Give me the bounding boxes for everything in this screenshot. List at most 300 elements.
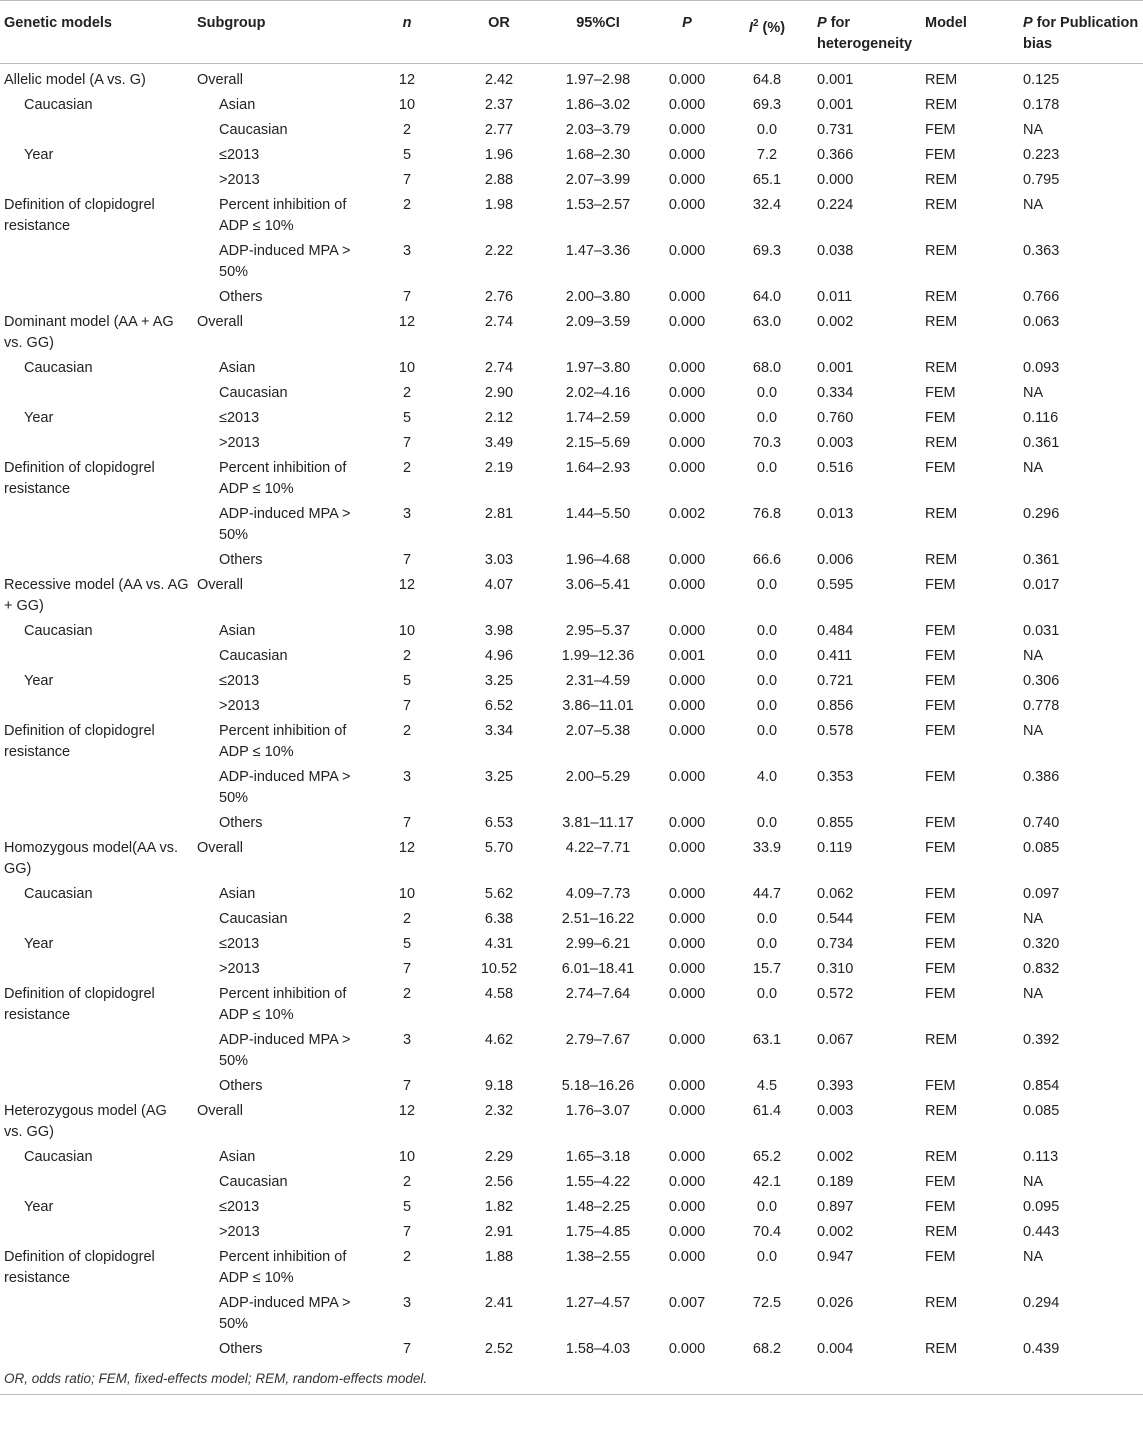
cell-subgroup: Asian [219, 360, 256, 376]
cell-n: 7 [402, 698, 412, 714]
cell-i2: 44.7 [752, 886, 782, 902]
cell-or: 4.31 [484, 936, 514, 952]
cell-or: 3.49 [484, 435, 514, 451]
cell-genetic-model: Definition of clopidogrel resistance [4, 460, 155, 497]
table-row [0, 670, 1143, 695]
cell-subgroup: Asian [219, 886, 256, 902]
table-row [0, 407, 1143, 432]
cell-ci: 2.02–4.16 [565, 385, 631, 401]
cell-n: 5 [402, 147, 412, 163]
cell-n: 12 [398, 577, 416, 593]
cell-i2: 65.2 [752, 1149, 782, 1165]
cell-i2: 64.8 [752, 72, 782, 88]
cell-p-publication-bias: 0.361 [1023, 435, 1060, 451]
cell-genetic-model: Definition of clopidogrel resistance [4, 723, 155, 760]
table-row [0, 240, 1143, 286]
cell-n: 2 [402, 1174, 412, 1190]
cell-i2: 76.8 [752, 506, 782, 522]
cell-n: 12 [398, 1103, 416, 1119]
cell-model: FEM [925, 961, 956, 977]
table-row [0, 1029, 1143, 1075]
cell-p-heterogeneity: 0.856 [817, 698, 854, 714]
cell-p-heterogeneity: 0.544 [817, 911, 854, 927]
cell-subgroup: ADP-induced MPA > 50% [219, 769, 351, 806]
cell-or: 4.07 [484, 577, 514, 593]
cell-p: 0.000 [668, 243, 706, 259]
table-row [0, 119, 1143, 144]
cell-i2: 4.5 [756, 1078, 778, 1094]
cell-n: 7 [402, 289, 412, 305]
cell-i2: 0.0 [756, 1199, 778, 1215]
cell-ci: 2.74–7.64 [565, 986, 631, 1002]
table-row [0, 64, 1143, 95]
cell-model: FEM [925, 936, 956, 952]
cell-i2: 32.4 [752, 197, 782, 213]
cell-p: 0.000 [668, 986, 706, 1002]
cell-n: 2 [402, 385, 412, 401]
cell-or: 2.41 [484, 1295, 514, 1311]
cell-ci: 1.76–3.07 [565, 1103, 631, 1119]
cell-p-heterogeneity: 0.595 [817, 577, 854, 593]
cell-subgroup: Caucasian [219, 122, 288, 138]
cell-p: 0.000 [668, 1032, 706, 1048]
cell-ci: 1.86–3.02 [565, 97, 631, 113]
cell-n: 10 [398, 623, 416, 639]
cell-model: FEM [925, 147, 956, 163]
cell-i2: 0.0 [756, 673, 778, 689]
cell-p: 0.000 [668, 623, 706, 639]
cell-subgroup: Percent inhibition of ADP ≤ 10% [219, 197, 347, 234]
cell-p-heterogeneity: 0.067 [817, 1032, 854, 1048]
cell-n: 12 [398, 72, 416, 88]
cell-genetic-model [0, 695, 193, 720]
cell-or: 1.88 [484, 1249, 514, 1265]
cell-i2: 0.0 [756, 723, 778, 739]
cell-p: 0.000 [668, 460, 706, 476]
cell-or: 9.18 [484, 1078, 514, 1094]
cell-or: 3.03 [484, 552, 514, 568]
cell-p: 0.000 [668, 1103, 706, 1119]
cell-subgroup: ≤2013 [219, 936, 260, 952]
cell-subgroup: Overall [197, 72, 243, 88]
cell-genetic-model: Heterozygous model (AG vs. GG) [4, 1103, 167, 1140]
table-footnote: OR, odds ratio; FEM, fixed-effects model; REM, random-effects model. [0, 1363, 1143, 1395]
cell-or: 3.34 [484, 723, 514, 739]
cell-p-publication-bias: 0.223 [1023, 147, 1060, 163]
table-row [0, 286, 1143, 311]
cell-model: FEM [925, 911, 956, 927]
table-row [0, 1146, 1143, 1171]
cell-p: 0.000 [668, 840, 706, 856]
cell-p-heterogeneity: 0.734 [817, 936, 854, 952]
cell-ci: 2.99–6.21 [565, 936, 631, 952]
cell-ci: 2.00–3.80 [565, 289, 631, 305]
cell-p: 0.000 [668, 1078, 706, 1094]
cell-p-heterogeneity: 0.006 [817, 552, 854, 568]
cell-p: 0.000 [668, 147, 706, 163]
table-row [0, 382, 1143, 407]
cell-or: 4.96 [484, 648, 514, 664]
cell-genetic-model [0, 1338, 193, 1363]
cell-p-publication-bias: NA [1023, 1249, 1044, 1265]
cell-model: REM [925, 506, 958, 522]
cell-model: FEM [925, 1249, 956, 1265]
cell-i2: 0.0 [756, 986, 778, 1002]
table-row [0, 720, 1143, 766]
cell-genetic-model: Caucasian [24, 623, 93, 639]
cell-p-publication-bias: 0.095 [1023, 1199, 1060, 1215]
table-row [0, 1246, 1143, 1292]
cell-genetic-model: Year [24, 410, 54, 426]
cell-p-publication-bias: 0.085 [1023, 840, 1060, 856]
cell-or: 2.12 [484, 410, 514, 426]
cell-p: 0.000 [668, 360, 706, 376]
cell-ci: 1.58–4.03 [565, 1341, 631, 1357]
cell-p: 0.000 [668, 769, 706, 785]
cell-i2: 7.2 [756, 147, 778, 163]
cell-p: 0.000 [668, 122, 706, 138]
table-header-row [0, 1, 1143, 64]
cell-model: REM [925, 197, 958, 213]
cell-i2: 69.3 [752, 97, 782, 113]
cell-p-heterogeneity: 0.760 [817, 410, 854, 426]
table-row [0, 766, 1143, 812]
cell-genetic-model: Year [24, 936, 54, 952]
cell-subgroup: Others [219, 289, 263, 305]
cell-p-heterogeneity: 0.897 [817, 1199, 854, 1215]
cell-i2: 0.0 [756, 698, 778, 714]
cell-subgroup: Asian [219, 97, 256, 113]
cell-model: FEM [925, 460, 956, 476]
cell-ci: 1.74–2.59 [565, 410, 631, 426]
cell-p-heterogeneity: 0.011 [817, 289, 853, 305]
cell-ci: 2.79–7.67 [565, 1032, 631, 1048]
cell-i2: 0.0 [756, 577, 778, 593]
cell-or: 4.58 [484, 986, 514, 1002]
cell-i2: 70.4 [752, 1224, 782, 1240]
cell-genetic-model [0, 1029, 193, 1075]
cell-p-heterogeneity: 0.578 [817, 723, 854, 739]
cell-model: FEM [925, 1174, 956, 1190]
cell-p-heterogeneity: 0.189 [817, 1174, 854, 1190]
cell-model: REM [925, 1341, 958, 1357]
cell-subgroup: >2013 [219, 435, 260, 451]
cell-model: REM [925, 360, 958, 376]
cell-n: 5 [402, 1199, 412, 1215]
cell-ci: 1.55–4.22 [565, 1174, 631, 1190]
table-row [0, 1338, 1143, 1363]
cell-genetic-model [0, 286, 193, 311]
cell-or: 5.62 [484, 886, 514, 902]
cell-n: 3 [402, 243, 412, 259]
cell-p: 0.000 [668, 886, 706, 902]
cell-or: 1.82 [484, 1199, 514, 1215]
cell-genetic-model [0, 503, 193, 549]
cell-ci: 1.44–5.50 [565, 506, 631, 522]
cell-p: 0.000 [668, 1174, 706, 1190]
cell-ci: 1.68–2.30 [565, 147, 631, 163]
cell-genetic-model: Definition of clopidogrel resistance [4, 197, 155, 234]
cell-n: 2 [402, 648, 412, 664]
cell-model: FEM [925, 986, 956, 1002]
table-row [0, 94, 1143, 119]
cell-model: REM [925, 243, 958, 259]
cell-p: 0.000 [668, 815, 706, 831]
cell-i2: 0.0 [756, 936, 778, 952]
cell-p-heterogeneity: 0.003 [817, 435, 854, 451]
cell-p-heterogeneity: 0.393 [817, 1078, 854, 1094]
cell-model: FEM [925, 577, 956, 593]
cell-i2: 0.0 [756, 623, 778, 639]
cell-p-heterogeneity: 0.001 [817, 72, 854, 88]
cell-model: REM [925, 314, 958, 330]
table-row [0, 620, 1143, 645]
cell-p-publication-bias: 0.097 [1023, 886, 1060, 902]
cell-ci: 3.81–11.17 [562, 815, 634, 831]
cell-or: 6.52 [484, 698, 514, 714]
table-row [0, 645, 1143, 670]
header-genetic-models: Genetic models [4, 15, 112, 31]
cell-i2: 33.9 [752, 840, 782, 856]
cell-p-heterogeneity: 0.002 [817, 1224, 854, 1240]
cell-p-publication-bias: 0.063 [1023, 314, 1060, 330]
cell-ci: 4.22–7.71 [565, 840, 631, 856]
cell-genetic-model [0, 432, 193, 457]
cell-n: 7 [402, 961, 412, 977]
cell-ci: 1.97–2.98 [565, 72, 631, 88]
cell-genetic-model: Recessive model (AA vs. AG + GG) [4, 577, 189, 614]
cell-p-publication-bias: 0.443 [1023, 1224, 1060, 1240]
cell-ci: 1.97–3.80 [565, 360, 631, 376]
cell-p-publication-bias: NA [1023, 197, 1044, 213]
cell-model: REM [925, 1224, 958, 1240]
cell-p-heterogeneity: 0.026 [817, 1295, 854, 1311]
cell-or: 2.88 [484, 172, 514, 188]
cell-genetic-model: Caucasian [24, 886, 93, 902]
cell-p: 0.000 [668, 1249, 706, 1265]
cell-n: 3 [402, 769, 412, 785]
cell-n: 10 [398, 360, 416, 376]
cell-ci: 1.96–4.68 [565, 552, 631, 568]
cell-ci: 1.38–2.55 [565, 1249, 631, 1265]
cell-p-heterogeneity: 0.731 [817, 122, 854, 138]
table-row [0, 169, 1143, 194]
cell-or: 1.96 [484, 147, 514, 163]
cell-n: 5 [402, 673, 412, 689]
cell-or: 10.52 [480, 961, 518, 977]
cell-subgroup: Asian [219, 623, 256, 639]
cell-ci: 1.53–2.57 [565, 197, 631, 213]
cell-genetic-model [0, 1075, 193, 1100]
cell-p-heterogeneity: 0.353 [817, 769, 854, 785]
cell-subgroup: Others [219, 552, 263, 568]
cell-i2: 42.1 [752, 1174, 782, 1190]
cell-ci: 5.18–16.26 [561, 1078, 635, 1094]
table-row [0, 908, 1143, 933]
cell-model: REM [925, 172, 958, 188]
cell-ci: 2.07–5.38 [565, 723, 631, 739]
cell-p: 0.000 [668, 97, 706, 113]
cell-or: 2.32 [484, 1103, 514, 1119]
cell-model: REM [925, 289, 958, 305]
cell-p: 0.002 [668, 506, 706, 522]
cell-genetic-model: Homozygous model(AA vs. GG) [4, 840, 179, 877]
cell-genetic-model [0, 812, 193, 837]
cell-n: 7 [402, 435, 412, 451]
cell-p-heterogeneity: 0.013 [817, 506, 854, 522]
cell-p-publication-bias: 0.778 [1023, 698, 1060, 714]
cell-p-publication-bias: 0.306 [1023, 673, 1060, 689]
cell-p-publication-bias: NA [1023, 648, 1044, 664]
cell-or: 2.42 [484, 72, 514, 88]
cell-n: 3 [402, 1295, 412, 1311]
cell-i2: 0.0 [756, 385, 778, 401]
cell-genetic-model [0, 382, 193, 407]
header-n: n [402, 15, 412, 31]
cell-genetic-model: Allelic model (A vs. G) [4, 72, 146, 88]
cell-or: 2.90 [484, 385, 514, 401]
cell-i2: 61.4 [752, 1103, 782, 1119]
table-row [0, 1196, 1143, 1221]
cell-i2: 68.0 [752, 360, 782, 376]
cell-p-publication-bias: 0.017 [1023, 577, 1060, 593]
cell-model: REM [925, 1032, 958, 1048]
cell-i2: 64.0 [752, 289, 782, 305]
cell-genetic-model [0, 766, 193, 812]
cell-subgroup: Overall [197, 1103, 243, 1119]
cell-p-publication-bias: 0.125 [1023, 72, 1060, 88]
cell-n: 7 [402, 1224, 412, 1240]
table-row [0, 1171, 1143, 1196]
cell-p: 0.000 [668, 723, 706, 739]
cell-p-publication-bias: NA [1023, 723, 1044, 739]
cell-subgroup: ≤2013 [219, 1199, 260, 1215]
cell-or: 1.98 [484, 197, 514, 213]
cell-p-publication-bias: 0.766 [1023, 289, 1060, 305]
cell-p-heterogeneity: 0.002 [817, 314, 854, 330]
cell-p-publication-bias: 0.093 [1023, 360, 1060, 376]
cell-genetic-model [0, 549, 193, 574]
table-row [0, 837, 1143, 883]
cell-i2: 69.3 [752, 243, 782, 259]
cell-model: FEM [925, 840, 956, 856]
cell-genetic-model [0, 1221, 193, 1246]
header-p-heterogeneity: P for heterogeneity [817, 15, 913, 52]
cell-p-publication-bias: 0.320 [1023, 936, 1060, 952]
cell-p-heterogeneity: 0.572 [817, 986, 854, 1002]
cell-subgroup: >2013 [219, 1224, 260, 1240]
cell-ci: 3.06–5.41 [565, 577, 631, 593]
cell-ci: 2.31–4.59 [565, 673, 631, 689]
cell-n: 2 [402, 723, 412, 739]
cell-model: FEM [925, 723, 956, 739]
cell-n: 12 [398, 840, 416, 856]
cell-p-publication-bias: 0.296 [1023, 506, 1060, 522]
table-row [0, 695, 1143, 720]
cell-n: 2 [402, 1249, 412, 1265]
cell-subgroup: >2013 [219, 698, 260, 714]
cell-p: 0.000 [668, 197, 706, 213]
cell-p: 0.000 [668, 552, 706, 568]
header-i2: $I^2$ (%) [748, 18, 786, 36]
cell-subgroup: ADP-induced MPA > 50% [219, 1032, 351, 1069]
cell-subgroup: Percent inhibition of ADP ≤ 10% [219, 986, 347, 1023]
cell-or: 3.98 [484, 623, 514, 639]
cell-ci: 1.27–4.57 [565, 1295, 631, 1311]
cell-model: FEM [925, 673, 956, 689]
cell-genetic-model: Definition of clopidogrel resistance [4, 1249, 155, 1286]
header-subgroup: Subgroup [197, 15, 266, 31]
cell-or: 2.52 [484, 1341, 514, 1357]
cell-subgroup: Asian [219, 1149, 256, 1165]
cell-subgroup: ≤2013 [219, 147, 260, 163]
table-row [0, 883, 1143, 908]
cell-genetic-model: Dominant model (AA + AG vs. GG) [4, 314, 174, 351]
cell-ci: 4.09–7.73 [565, 886, 631, 902]
cell-p: 0.000 [668, 314, 706, 330]
cell-p-heterogeneity: 0.062 [817, 886, 854, 902]
table-row [0, 503, 1143, 549]
table-row [0, 357, 1143, 382]
cell-genetic-model [0, 1171, 193, 1196]
cell-p-heterogeneity: 0.516 [817, 460, 854, 476]
cell-subgroup: Percent inhibition of ADP ≤ 10% [219, 460, 347, 497]
cell-or: 6.53 [484, 815, 514, 831]
cell-p-publication-bias: 0.439 [1023, 1341, 1060, 1357]
cell-or: 4.62 [484, 1032, 514, 1048]
cell-i2: 70.3 [752, 435, 782, 451]
cell-genetic-model [0, 169, 193, 194]
cell-subgroup: Percent inhibition of ADP ≤ 10% [219, 723, 347, 760]
cell-p-heterogeneity: 0.721 [817, 673, 854, 689]
cell-subgroup: ≤2013 [219, 410, 260, 426]
cell-p-heterogeneity: 0.366 [817, 147, 854, 163]
cell-n: 5 [402, 410, 412, 426]
cell-i2: 0.0 [756, 648, 778, 664]
cell-model: REM [925, 435, 958, 451]
cell-or: 5.70 [484, 840, 514, 856]
cell-p-publication-bias: 0.740 [1023, 815, 1060, 831]
cell-p: 0.000 [668, 385, 706, 401]
cell-p-publication-bias: 0.386 [1023, 769, 1060, 785]
cell-p: 0.000 [668, 1224, 706, 1240]
table-row [0, 958, 1143, 983]
cell-p-publication-bias: 0.116 [1023, 410, 1059, 426]
cell-p: 0.000 [668, 172, 706, 188]
cell-p-heterogeneity: 0.001 [817, 360, 854, 376]
cell-model: REM [925, 97, 958, 113]
cell-p-heterogeneity: 0.224 [817, 197, 854, 213]
header-p: P [682, 15, 692, 31]
cell-subgroup: Caucasian [219, 385, 288, 401]
cell-ci: 1.99–12.36 [561, 648, 635, 664]
cell-genetic-model [0, 1292, 193, 1338]
cell-model: REM [925, 552, 958, 568]
cell-p-heterogeneity: 0.003 [817, 1103, 854, 1119]
cell-ci: 6.01–18.41 [561, 961, 635, 977]
cell-p-heterogeneity: 0.334 [817, 385, 854, 401]
table-row [0, 311, 1143, 357]
cell-ci: 1.64–2.93 [565, 460, 631, 476]
cell-or: 3.25 [484, 673, 514, 689]
cell-model: FEM [925, 410, 956, 426]
cell-or: 2.74 [484, 314, 514, 330]
cell-genetic-model [0, 645, 193, 670]
cell-i2: 68.2 [752, 1341, 782, 1357]
cell-subgroup: Caucasian [219, 648, 288, 664]
cell-p-publication-bias: NA [1023, 122, 1044, 138]
cell-subgroup: Others [219, 1078, 263, 1094]
